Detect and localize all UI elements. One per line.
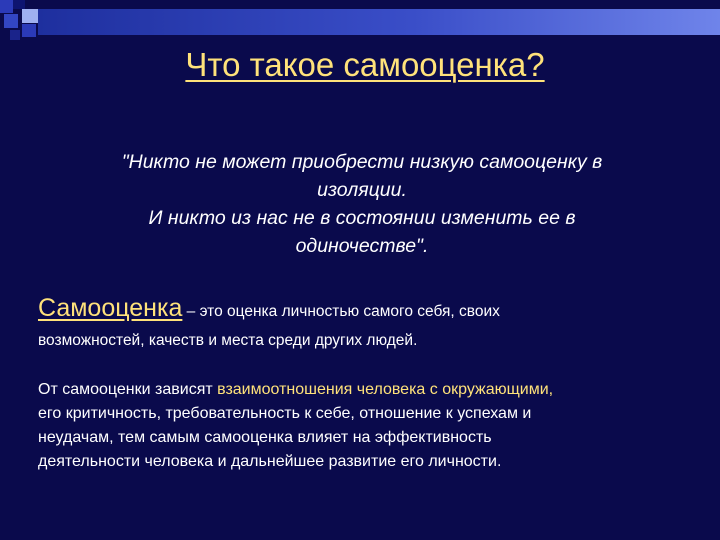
decor-square bbox=[13, 0, 25, 9]
decor-square bbox=[0, 0, 13, 13]
decor-square bbox=[22, 24, 36, 37]
body-paragraph bbox=[38, 378, 708, 474]
slide-title: Что такое самооценка? bbox=[185, 46, 545, 83]
quote-line: изоляции. bbox=[317, 179, 407, 201]
definition-line: возможностей, качеств и места среди других людей. bbox=[38, 332, 418, 349]
definition-line bbox=[38, 294, 698, 323]
paragraph-line bbox=[38, 378, 708, 402]
paragraph-text: От самооценки зависят bbox=[38, 381, 218, 398]
quote-line: одиночестве". bbox=[295, 235, 429, 257]
decor-square bbox=[10, 30, 20, 40]
quote-line: И никто из нас не в состоянии изменить ее в bbox=[148, 207, 576, 229]
definition-term: Самооценка bbox=[38, 294, 183, 322]
header-gradient-bar bbox=[38, 9, 720, 35]
paragraph-line: неудачам, тем самым самооценка влияет на эффективность bbox=[38, 429, 492, 446]
paragraph-highlight: взаимоотношения человека с окружающими, bbox=[217, 381, 554, 398]
quote-block bbox=[60, 148, 664, 260]
definition-text: – это оценка личностью самого себя, своих bbox=[182, 303, 500, 320]
paragraph-line: его критичность, требовательность к себе, отношение к успехам и bbox=[38, 405, 532, 422]
definition-block bbox=[38, 294, 698, 350]
decor-square bbox=[22, 9, 38, 23]
quote-line: "Никто не может приобрести низкую самооценку в bbox=[121, 151, 603, 173]
paragraph-line: деятельности человека и дальнейшее развитие его личности. bbox=[38, 453, 502, 470]
decor-square bbox=[4, 14, 18, 28]
